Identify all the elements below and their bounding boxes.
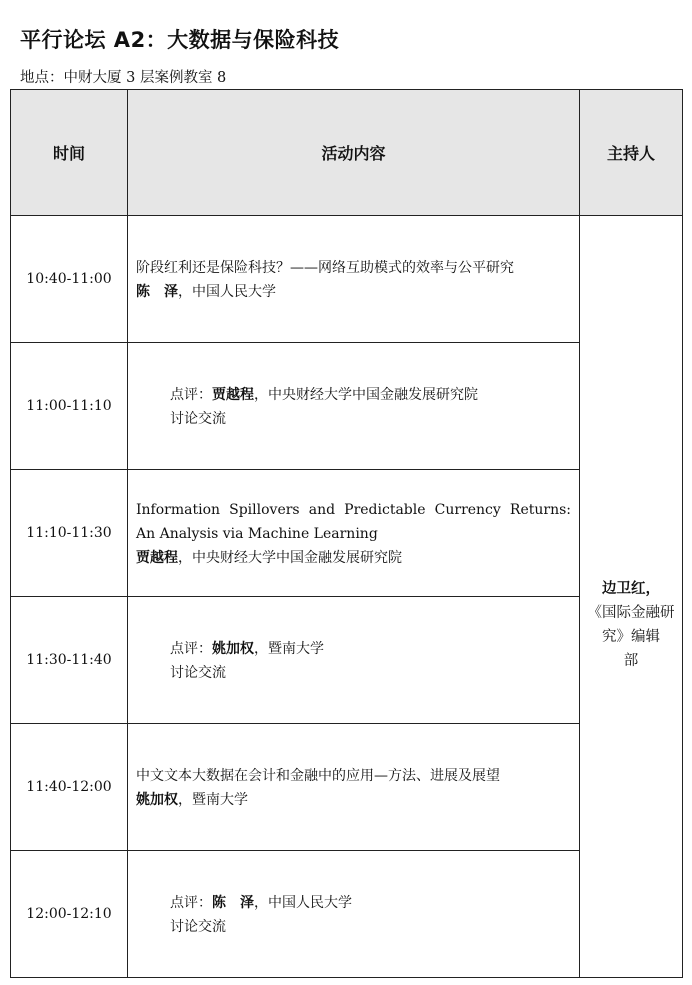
host-affiliation-2: 部	[623, 652, 639, 669]
reviewer-affiliation: ，中国人民大学	[254, 895, 352, 911]
header-time: 时间	[11, 90, 128, 216]
table-header-row	[11, 90, 683, 216]
activity-cell	[128, 724, 580, 851]
host-name: 边卫红，	[602, 579, 660, 597]
presenter-name: 陈 泽	[136, 284, 178, 300]
presenter-affiliation: ，暨南大学	[178, 792, 248, 808]
venue-text: 地点：中财大厦 3 层案例教室 8	[20, 70, 227, 86]
reviewer-affiliation: ，中央财经大学中国金融发展研究院	[254, 387, 478, 403]
review-line	[170, 891, 571, 915]
page-title: 平行论坛 A2：大数据与保险科技	[20, 28, 340, 52]
paper-title: 阶段红利还是保险科技？——网络互助模式的效率与公平研究	[136, 260, 514, 276]
activity-cell	[128, 216, 580, 343]
review-label: 点评：	[170, 895, 212, 911]
host-affiliation-1: 《国际金融研究》编辑	[587, 604, 675, 645]
presenter-line	[136, 546, 571, 570]
host-cell	[580, 216, 683, 978]
activity-cell	[128, 343, 580, 470]
presenter-affiliation: ，中国人民大学	[178, 284, 276, 300]
reviewer-name: 陈 泽	[212, 895, 254, 911]
review-label: 点评：	[170, 387, 212, 403]
paper-title: Information Spillovers and Predictable Currency Returns: An Analysis via Machine Learning	[136, 502, 571, 542]
presenter-affiliation: ，中央财经大学中国金融发展研究院	[178, 550, 402, 566]
discussion-note: 讨论交流	[170, 919, 226, 935]
time-cell: 11:30-11:40	[11, 597, 128, 724]
reviewer-name: 姚加权	[212, 641, 254, 657]
review-line	[170, 637, 571, 661]
table-row	[11, 216, 683, 343]
time-cell: 12:00-12:10	[11, 851, 128, 978]
activity-cell	[128, 597, 580, 724]
schedule-table	[10, 89, 683, 978]
reviewer-affiliation: ，暨南大学	[254, 641, 324, 657]
reviewer-name: 贾越程	[212, 387, 254, 403]
presenter-line	[136, 788, 571, 812]
presenter-name: 姚加权	[136, 792, 178, 808]
header-activity: 活动内容	[128, 90, 580, 216]
activity-cell	[128, 470, 580, 597]
review-label: 点评：	[170, 641, 212, 657]
time-cell: 10:40-11:00	[11, 216, 128, 343]
review-line	[170, 383, 571, 407]
discussion-note: 讨论交流	[170, 665, 226, 681]
time-cell: 11:10-11:30	[11, 470, 128, 597]
presenter-name: 贾越程	[136, 550, 178, 566]
paper-title: 中文文本大数据在会计和金融中的应用—方法、进展及展望	[136, 768, 500, 784]
presenter-line	[136, 280, 571, 304]
time-cell: 11:00-11:10	[11, 343, 128, 470]
activity-cell	[128, 851, 580, 978]
time-cell: 11:40-12:00	[11, 724, 128, 851]
discussion-note: 讨论交流	[170, 411, 226, 427]
header-host: 主持人	[580, 90, 683, 216]
